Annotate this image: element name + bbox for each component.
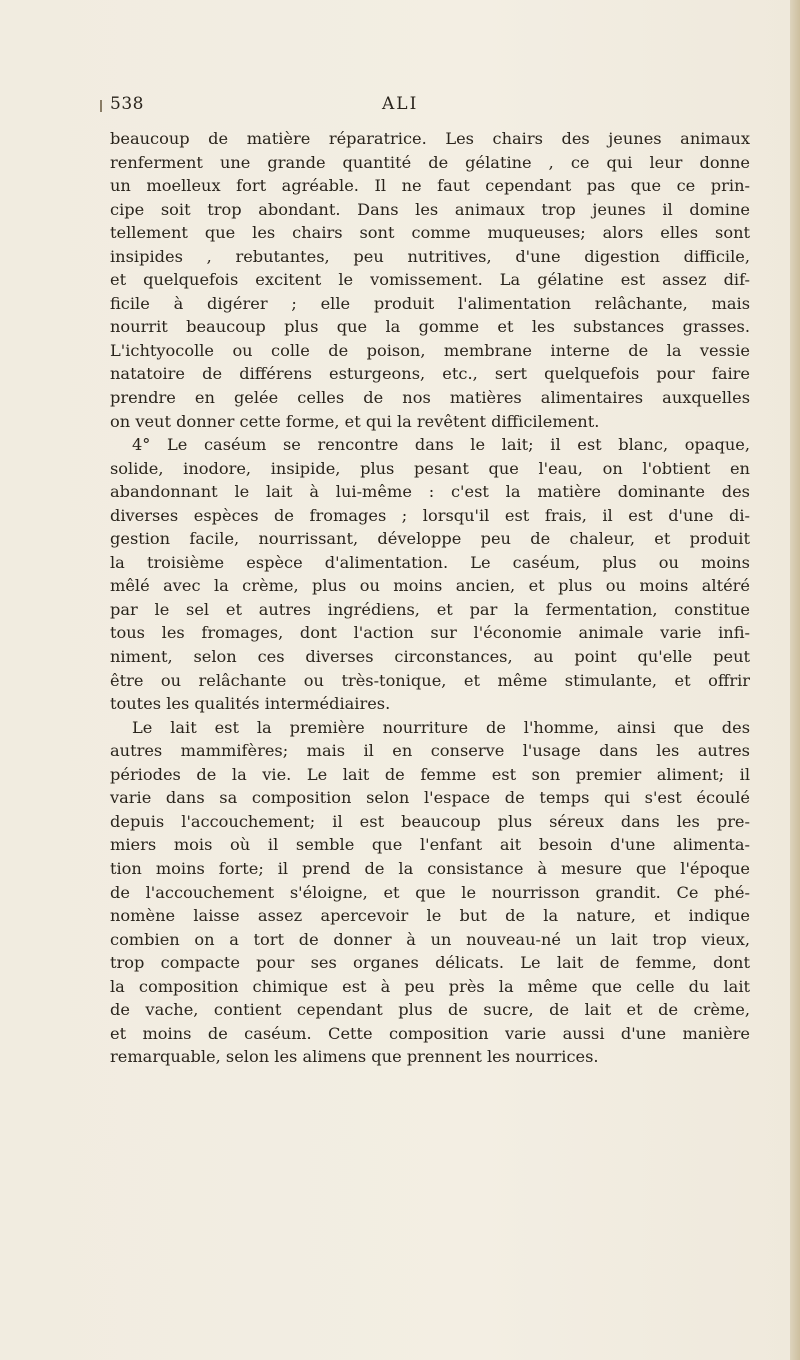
text-line: toutes les qualités intermédiaires. [110, 694, 391, 714]
text-line: par le sel et autres ingrédiens, et par la fermentation, constitue [110, 599, 750, 619]
text-line: mêlé avec la crème, plus ou moins ancien, et plus ou moins altéré [110, 576, 750, 596]
text-line: tous les fromages, dont l'action sur l'économie animale varie infi- [110, 623, 750, 643]
page-number: 538 [110, 94, 144, 114]
text-line: insipides , rebutantes, peu nutritives, d'une digestion difficile, [110, 246, 750, 266]
text-line: la troisième espèce d'alimentation. Le caséum, plus ou moins [110, 552, 750, 572]
text-line: la composition chimique est à peu près la même que celle du lait [110, 976, 750, 996]
text-line: remarquable, selon les alimens que prennent les nourrices. [110, 1047, 599, 1067]
text-line: natatoire de différens esturgeons, etc., sert quelquefois pour faire [110, 364, 750, 384]
text-line: périodes de la vie. Le lait de femme est son premier aliment; il [110, 764, 750, 784]
text-line: cipe soit trop abondant. Dans les animaux trop jeunes il domine [110, 199, 750, 219]
text-line: nourrit beaucoup plus que la gomme et les substances grasses. [110, 317, 750, 337]
body-text [110, 127, 750, 1069]
page-edge [790, 0, 800, 1360]
text-line: et moins de caséum. Cette composition varie aussi d'une manière [110, 1023, 750, 1043]
text-line: diverses espèces de fromages ; lorsqu'il est frais, il est d'une di- [110, 505, 750, 525]
text-line: gestion facile, nourrissant, développe peu de chaleur, et produit [110, 529, 750, 549]
text-line: de vache, contient cependant plus de sucre, de lait et de crème, [110, 1000, 750, 1020]
text-line: varie dans sa composition selon l'espace de temps qui s'est écoulé [110, 788, 750, 808]
text-line: L'ichtyocolle ou colle de poison, membrane interne de la vessie [110, 340, 750, 360]
running-head: ALI [382, 94, 419, 114]
text-line: abandonnant le lait à lui-même : c'est la matière dominante des [110, 482, 750, 502]
page-mark [100, 100, 102, 112]
text-line: miers mois où il semble que l'enfant ait besoin d'une alimenta- [110, 835, 750, 855]
text-line: beaucoup de matière réparatrice. Les chairs des jeunes animaux [110, 129, 750, 148]
text-line: on veut donner cette forme, et qui la revêtent difficilement. [110, 411, 600, 431]
paragraph-start-line: Le lait est la première nourriture de l'homme, ainsi que des [132, 717, 750, 737]
text-line: nomène laisse assez apercevoir le but de la nature, et indique [110, 906, 750, 926]
text-line: prendre en gelée celles de nos matières alimentaires auxquelles [110, 388, 750, 408]
text-line: ficile à digérer ; elle produit l'alimentation relâchante, mais [110, 293, 750, 313]
text-line: tion moins forte; il prend de la consistance à mesure que l'époque [110, 858, 750, 878]
text-line: un moelleux fort agréable. Il ne faut cependant pas que ce prin- [110, 176, 750, 196]
text-line: autres mammifères; mais il en conserve l'usage dans les autres [110, 741, 750, 761]
text-line: niment, selon ces diverses circonstances, au point qu'elle peut [110, 647, 750, 667]
paragraph-start-line: 4° Le caséum se rencontre dans le lait; il est blanc, opaque, [132, 435, 750, 455]
text-line: et quelquefois excitent le vomissement. La gélatine est assez dif- [110, 270, 750, 290]
text-line: renferment une grande quantité de gélatine , ce qui leur donne [110, 152, 750, 172]
text-line: de l'accouchement s'éloigne, et que le nourrisson grandit. Ce phé- [110, 882, 750, 902]
page-header [110, 94, 750, 120]
text-line: depuis l'accouchement; il est beaucoup plus séreux dans les pre- [110, 811, 750, 831]
text-line: être ou relâchante ou très-tonique, et même stimulante, et offrir [110, 670, 750, 690]
text-line: solide, inodore, insipide, plus pesant que l'eau, on l'obtient en [110, 458, 750, 478]
text-line: trop compacte pour ses organes délicats. Le lait de femme, dont [110, 953, 750, 973]
text-line: tellement que les chairs sont comme muqueuses; alors elles sont [110, 223, 750, 243]
text-line: combien on a tort de donner à un nouveau-né un lait trop vieux, [110, 929, 750, 949]
